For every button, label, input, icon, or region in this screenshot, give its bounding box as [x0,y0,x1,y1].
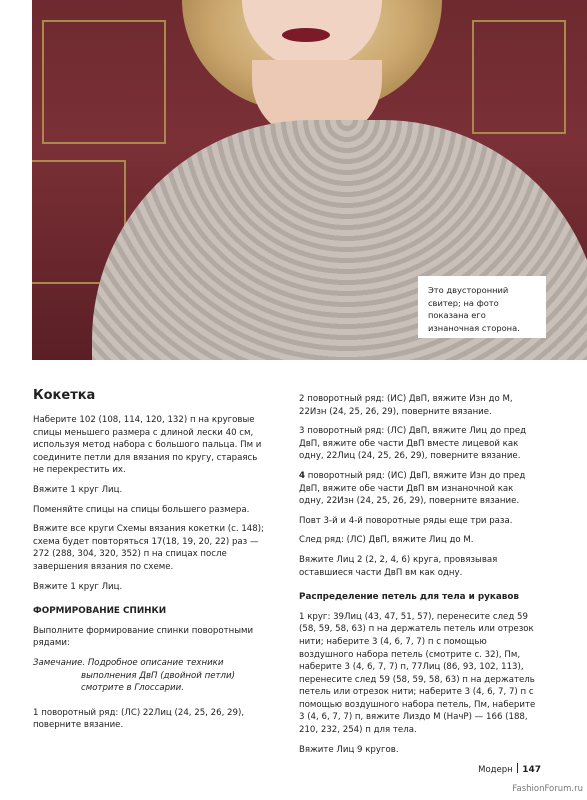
footer-divider [517,763,519,773]
note-line: выполнения ДвП (двойной петли) [81,670,235,681]
paragraph: Наберите 102 (108, 114, 120, 132) п на круговые спицы меньшего размера с длиной лески 40 см, используя метод набора с большого пальца. Пм и соедините петли для вязания по кругу, стараясь не перекрестить их. [33,415,262,476]
paragraph: Вяжите 1 круг Лиц. [33,581,123,592]
paragraph [299,470,539,508]
paragraph: 1 круг: 39Лиц (43, 47, 51, 57), перенесите след 59 (58, 59, 58, 63) п на держатель петель или отрезок нити; наберите 3 (4, 6, 7, 7) п с помощью воздушного набора петель (смотрите с. 32), Пм, наберите 3 (4, 6, 7, 7) п, 77Лиц (86, 93, 102, 113), перенесите след 59 (58, 59, 58, 63) п на держатель петель или отрезок нити; наберите 3 (4, 6, 7, 7) п с помощью воздушного набора петель, Пм, наберите 3 (4, 6, 7, 7) п, вяжите Лиздо М (НачР) — 166 (188, 210, 232, 254) п для тела. [299,611,536,736]
note-line: смотрите в Глоссарии. [81,683,184,694]
row-number: 4 [299,470,305,481]
model-lips [282,28,330,42]
paragraph: Выполните формирование спинки поворотными рядами: [33,625,254,649]
left-column [33,414,268,739]
note-line: Замечание. Подробное описание техники [33,657,224,668]
photo-caption-text: Это двусторонний свитер; на фото показана его изнаночная сторона. [428,285,520,333]
paragraph: Вяжите Лиц 9 кругов. [299,744,399,755]
paragraph: Вяжите Лиц 2 (2, 2, 4, 6) круга, провязывая оставшиеся части ДвП вм как одну. [299,554,498,578]
paragraph-text: поворотный ряд: (ИС) ДвП, вяжите Изн до пред ДвП, вяжите обе части ДвП вм изнаночной как одну, 22Изн (24, 25, 26, 29), поверните вязание. [299,470,526,507]
right-column [299,393,539,763]
subsection-title: Распределение петель для тела и рукавов [299,592,519,603]
paragraph: 2 поворотный ряд: (ИС) ДвП, вяжите Изн до М, 22Изн (24, 25, 26, 29), поверните вязание. [299,394,513,417]
photo-caption [418,276,546,338]
wall-frame [42,20,166,144]
page-footer [478,763,541,775]
note [33,657,268,695]
paragraph: 1 поворотный ряд: (ЛС) 22Лиц (24, 25, 26, 29), поверните вязание. [33,707,245,731]
paragraph: Вяжите 1 круг Лиц. [33,484,123,495]
paragraph: 3 поворотный ряд: (ЛС) ДвП, вяжите Лиц до пред ДвП, вяжите обе части ДвП вместе лицевой как одну, 22Лиц (24, 25, 26, 29), поверните вязание. [299,426,527,462]
paragraph: След ряд: (ЛС) ДвП, вяжите Лиц до М. [299,535,474,546]
watermark: FashionForum.ru [512,784,583,794]
paragraph: Вяжите все круги Схемы вязания кокетки (с. 148); схема будет повторяться 17(18, 19, 20, 22) раз — 272 (288, 304, 320, 352) п на спицах после завершения вязания по схеме. [33,524,264,572]
paragraph: Поменяйте спицы на спицы большего размера. [33,504,250,515]
wall-frame [472,20,566,134]
page-number: 147 [522,765,541,775]
subsection-title: ФОРМИРОВАНИЕ СПИНКИ [33,606,167,617]
section-name: Модерн [478,765,513,775]
paragraph: Повт 3-й и 4-й поворотные ряды еще три раза. [299,515,513,526]
section-title: Кокетка [33,388,96,403]
